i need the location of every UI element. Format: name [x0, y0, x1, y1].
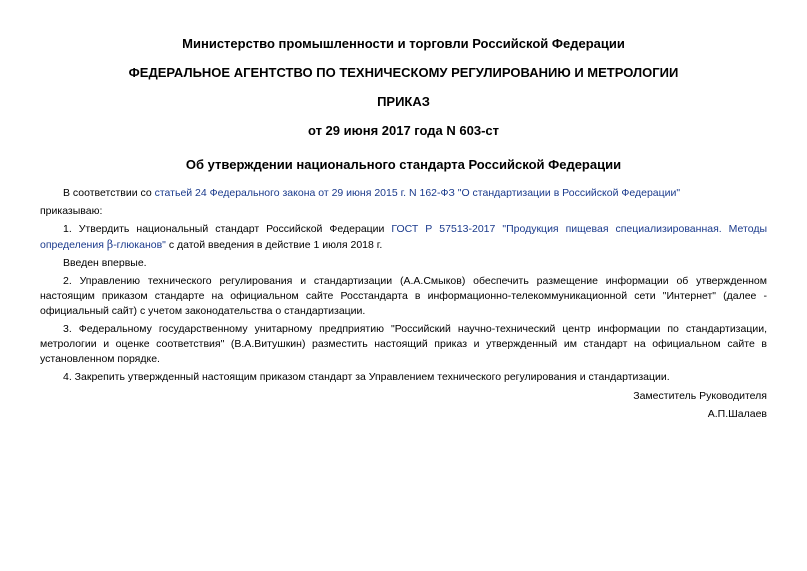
document-subject: Об утверждении национального стандарта Российской Федерации	[185, 157, 622, 172]
federal-law-link[interactable]: статьей 24 Федерального закона от 29 июня 2015 г. N 162-ФЗ "О стандартизации в Российской Федерации"	[154, 187, 681, 199]
gost-link-text-a: ГОСТ Р 57513-2017 "Продукция пищевая специализированная. Методы определения	[40, 223, 768, 251]
signature-block	[40, 389, 767, 422]
gost-link-text-b: -глюканов"	[113, 239, 166, 251]
signer-position: Заместитель Руководителя	[633, 390, 767, 402]
document-type: ПРИКАЗ	[377, 94, 430, 109]
intro-paragraph	[40, 186, 767, 201]
document-page	[40, 30, 767, 425]
ministry-title: Министерство промышленности и торговли Российской Федерации	[182, 36, 625, 51]
item-1-paragraph	[40, 222, 767, 253]
signer-name: А.П.Шалаев	[707, 408, 767, 420]
intro-text: В соответствии со	[63, 187, 155, 199]
agency-title: ФЕДЕРАЛЬНОЕ АГЕНТСТВО ПО ТЕХНИЧЕСКОМУ РЕГУЛИРОВАНИЮ И МЕТРОЛОГИИ	[128, 65, 679, 80]
item-1-text-post: с датой введения в действие 1 июля 2018 г.	[165, 239, 383, 251]
item-3-paragraph: 3. Федеральному государственному унитарному предприятию "Российский научно-технический центр информации по стандартизации, метрологии и оценке соответствия" (В.А.Витушкин) разместить настоящий приказ и утвержденный им стандарт на официальном сайте в установленном порядке.	[40, 323, 767, 365]
item-4-paragraph: 4. Закрепить утвержденный настоящим приказом стандарт за Управлением технического регулирования и стандартизации.	[63, 371, 670, 383]
order-word: приказываю:	[40, 205, 103, 217]
item-2-paragraph: 2. Управлению технического регулирования и стандартизации (А.А.Смыков) обеспечить размещение информации об утвержденном настоящим приказом стандарте на официальном сайте Росстандарта в информационно-телекоммуникационной сети "Интернет" (далее - официальный сайт) с учетом законодательства о стандартизации.	[40, 275, 767, 317]
item-1-text: 1. Утвердить национальный стандарт Российской Федерации	[63, 223, 392, 235]
document-body	[40, 186, 767, 385]
document-date-number: от 29 июня 2017 года N 603-ст	[307, 123, 500, 138]
first-time-note: Введен впервые.	[63, 257, 147, 269]
beta-symbol: β	[106, 238, 114, 251]
